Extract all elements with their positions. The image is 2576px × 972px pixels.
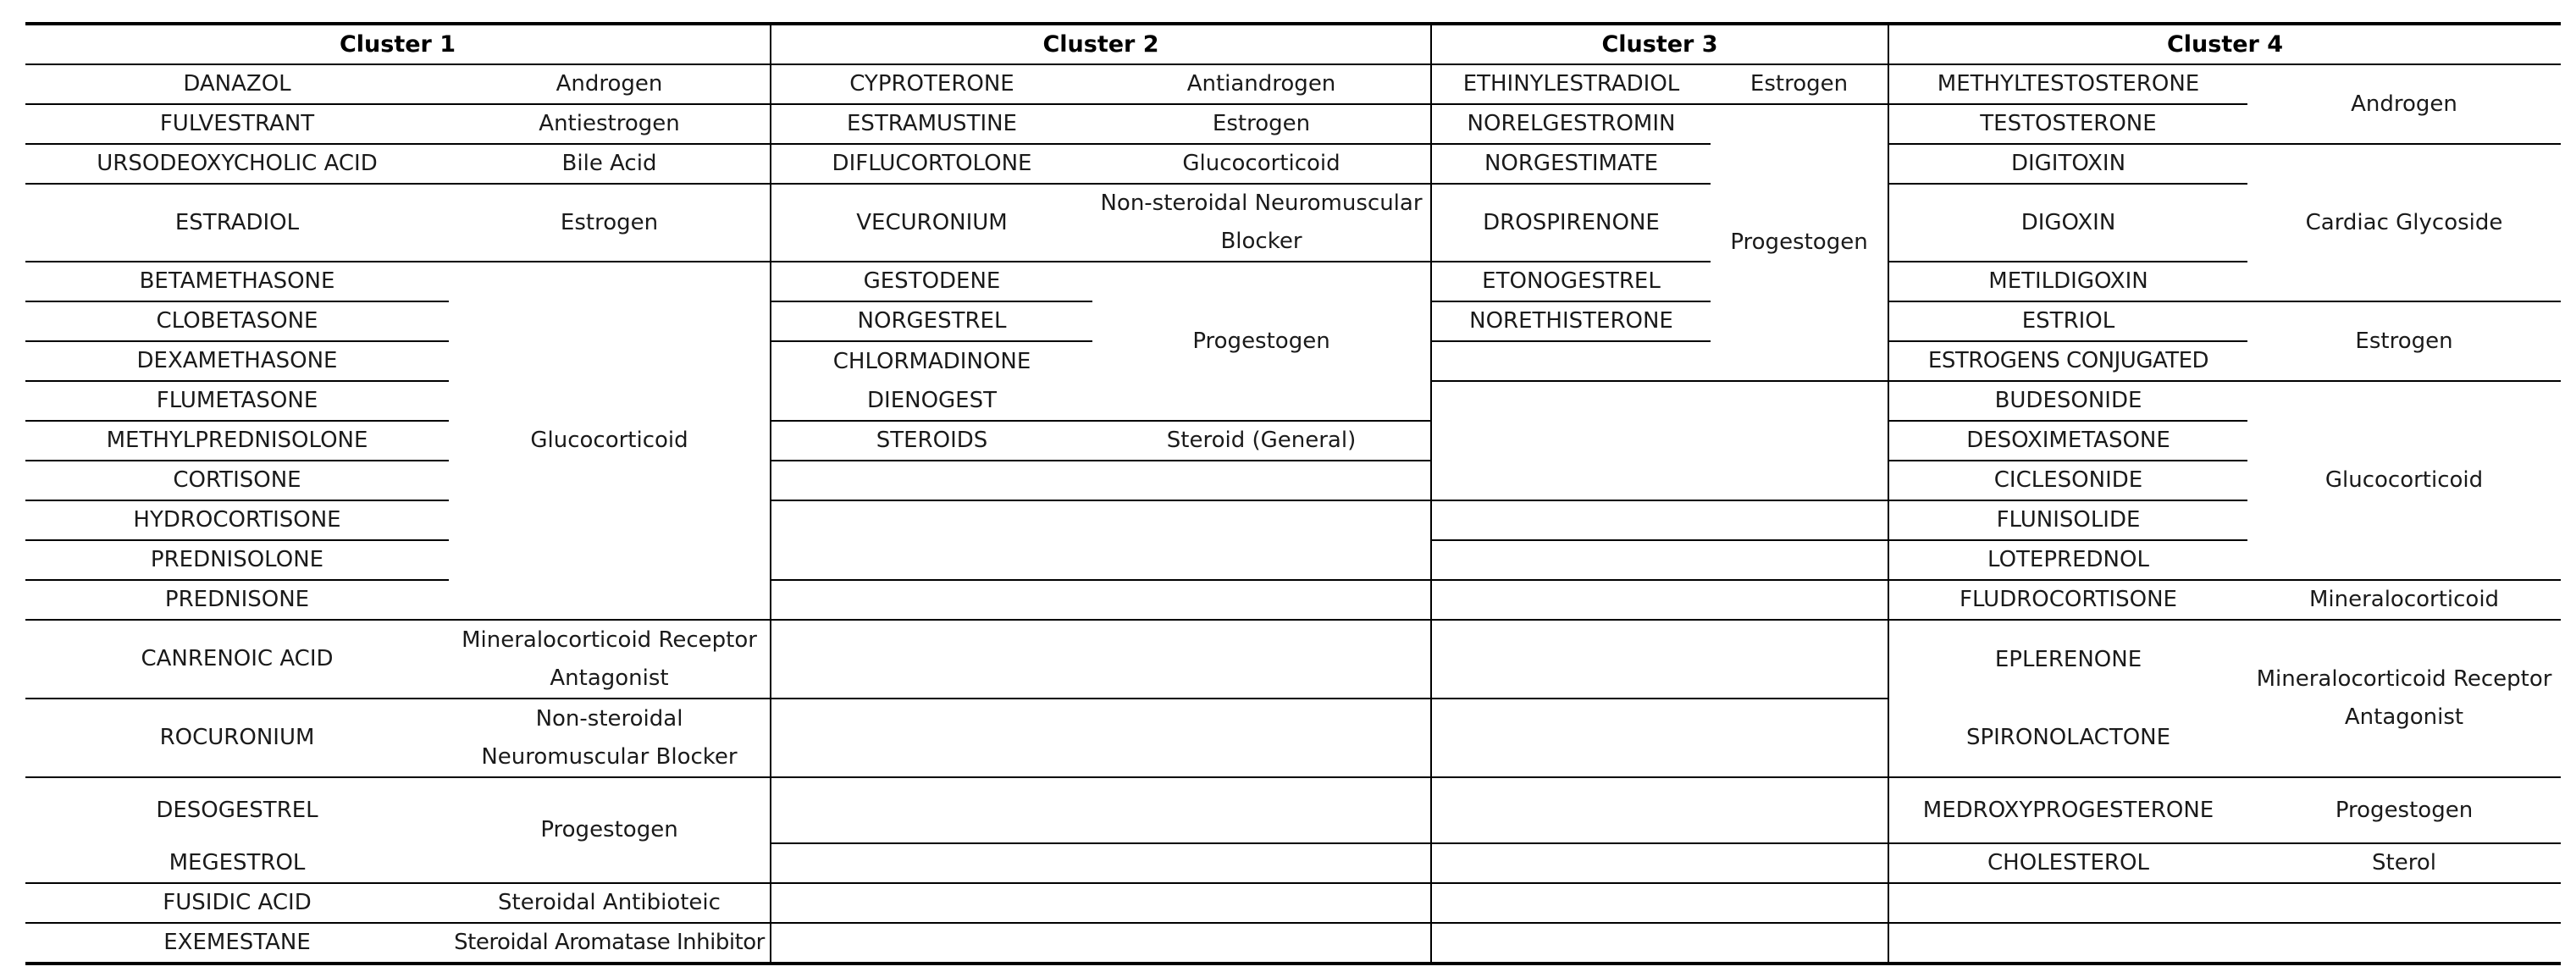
table-row bbox=[25, 843, 2561, 883]
table-row bbox=[25, 262, 2561, 301]
drug-cell: EPLERENONE bbox=[1994, 646, 2142, 672]
empty-cell bbox=[1431, 500, 1888, 540]
class-line: Blocker bbox=[1220, 229, 1302, 254]
empty-cell bbox=[1431, 883, 1888, 923]
drug-cell: EXEMESTANE bbox=[25, 923, 449, 964]
class-cell: Sterol bbox=[2247, 843, 2561, 883]
drug-cell: NORGESTREL bbox=[771, 301, 1092, 341]
class-line: Non-steroidal bbox=[535, 705, 683, 732]
empty-cell bbox=[1431, 923, 1888, 964]
drug-cell: URSODEOXYCHOLIC ACID bbox=[25, 144, 449, 184]
drug-cell: HYDROCORTISONE bbox=[25, 500, 449, 540]
drug-cell: BETAMETHASONE bbox=[25, 262, 449, 301]
class-cell: Glucocorticoid bbox=[2247, 381, 2561, 580]
table-row bbox=[25, 144, 2561, 184]
drug-cell: METHYLTESTOSTERONE bbox=[1888, 64, 2247, 104]
drug-cell: PREDNISOLONE bbox=[25, 540, 449, 580]
drug-cell: CICLESONIDE bbox=[1888, 461, 2247, 500]
drug-cell: ESTRADIOL bbox=[25, 184, 449, 262]
class-cell: Estrogen bbox=[1711, 64, 1888, 104]
class-line: Mineralocorticoid Receptor bbox=[462, 627, 757, 653]
class-cell: Antiestrogen bbox=[449, 104, 771, 144]
drug-cell: DEXAMETHASONE bbox=[25, 341, 449, 381]
class-cell: Antiandrogen bbox=[1092, 64, 1431, 104]
empty-cell bbox=[1888, 883, 2561, 923]
table-row bbox=[25, 461, 2561, 500]
drug-cell: METHYLPREDNISOLONE bbox=[25, 421, 449, 461]
cluster-classification-table bbox=[25, 22, 2561, 965]
class-line: Mineralocorticoid Receptor bbox=[2256, 666, 2552, 692]
drug-cell: DESOGESTREL bbox=[156, 798, 318, 823]
class-cell: Progestogen bbox=[1711, 104, 1888, 381]
drug-cell: CLOBETASONE bbox=[25, 301, 449, 341]
class-cell: Progestogen bbox=[1092, 262, 1431, 421]
class-cell: Cardiac Glycoside bbox=[2247, 144, 2561, 301]
class-line: Antagonist bbox=[550, 665, 669, 691]
empty-cell bbox=[1431, 843, 1888, 883]
drug-cell: FUSIDIC ACID bbox=[25, 883, 449, 923]
class-cell: Bile Acid bbox=[449, 144, 771, 184]
drug-cell: DANAZOL bbox=[25, 64, 449, 104]
empty-cell bbox=[1431, 381, 1888, 421]
drug-cell: DESOXIMETASONE bbox=[1888, 421, 2247, 461]
cluster-4-header: Cluster 4 bbox=[1888, 24, 2561, 64]
empty-cell bbox=[1431, 341, 1711, 381]
empty-cell bbox=[1888, 923, 2561, 964]
class-line: Non-steroidal Neuromuscular bbox=[1100, 191, 1423, 216]
drug-cell: FLUMETASONE bbox=[25, 381, 449, 421]
cluster-3-header: Cluster 3 bbox=[1431, 24, 1888, 64]
drug-cell: STEROIDS bbox=[771, 421, 1092, 461]
drug-cell: FLUNISOLIDE bbox=[1888, 500, 2247, 540]
table-row bbox=[25, 777, 2561, 843]
empty-cell bbox=[771, 620, 1431, 699]
drug-cell: METILDIGOXIN bbox=[1888, 262, 2247, 301]
drug-cell: NORETHISTERONE bbox=[1469, 308, 1673, 334]
cluster-1-header: Cluster 1 bbox=[25, 24, 771, 64]
empty-cell bbox=[771, 461, 1431, 500]
empty-cell bbox=[771, 777, 1431, 843]
class-cell: Estrogen bbox=[449, 184, 771, 262]
class-cell: Steroidal Aromatase Inhibitor bbox=[449, 923, 771, 964]
class-line: Antagonist bbox=[2344, 704, 2464, 730]
table-row bbox=[25, 620, 2561, 699]
drug-cell: ETONOGESTREL bbox=[1431, 262, 1711, 301]
class-cell: Steroid (General) bbox=[1092, 421, 1431, 461]
drug-cell: DIFLUCORTOLONE bbox=[771, 144, 1092, 184]
drug-cell: FULVESTRANT bbox=[25, 104, 449, 144]
drug-cell: ROCURONIUM bbox=[25, 699, 449, 777]
empty-cell bbox=[771, 699, 1431, 777]
drug-cell: PREDNISONE bbox=[25, 580, 449, 620]
drug-cell: CHOLESTEROL bbox=[1888, 843, 2247, 883]
empty-cell bbox=[1431, 461, 1888, 500]
drug-cell: CYPROTERONE bbox=[771, 64, 1092, 104]
drug-cell: ESTRAMUSTINE bbox=[771, 104, 1092, 144]
drug-cell: BUDESONIDE bbox=[1888, 381, 2247, 421]
empty-cell bbox=[1431, 777, 1888, 843]
class-cell bbox=[449, 620, 771, 699]
class-cell bbox=[1092, 184, 1431, 262]
drug-cell: MEDROXYPROGESTERONE bbox=[1888, 777, 2247, 843]
table-row bbox=[25, 421, 2561, 461]
class-cell: Steroidal Antibioteic bbox=[449, 883, 771, 923]
class-cell: Mineralocorticoid bbox=[2247, 580, 2561, 620]
drug-cell: CANRENOIC ACID bbox=[25, 620, 449, 699]
drug-cell: ESTROGENS CONJUGATED bbox=[1888, 341, 2247, 381]
class-cell: Androgen bbox=[2247, 64, 2561, 144]
class-cell: Androgen bbox=[449, 64, 771, 104]
table-row bbox=[25, 500, 2561, 540]
drug-cell: MEGESTROL bbox=[25, 843, 449, 883]
drug-cell: DIGOXIN bbox=[1888, 184, 2247, 262]
drug-cell: ESTRIOL bbox=[1888, 301, 2247, 341]
empty-cell bbox=[1431, 580, 1888, 620]
header-row bbox=[25, 24, 2561, 64]
class-cell: Estrogen bbox=[1092, 104, 1431, 144]
empty-cell bbox=[771, 843, 1431, 883]
table-row bbox=[25, 923, 2561, 964]
class-cell bbox=[449, 699, 771, 777]
drug-cell: CHLORMADINONE bbox=[832, 348, 1031, 374]
class-cell: Glucocorticoid bbox=[449, 262, 771, 620]
empty-cell bbox=[1431, 421, 1888, 461]
empty-cell bbox=[771, 883, 1431, 923]
table-row bbox=[25, 580, 2561, 620]
cluster-2-header: Cluster 2 bbox=[771, 24, 1431, 64]
drug-cell: NORELGESTROMIN bbox=[1431, 104, 1711, 144]
class-cell: Glucocorticoid bbox=[1092, 144, 1431, 184]
class-line: Neuromuscular Blocker bbox=[481, 743, 738, 770]
drug-cell: DIGITOXIN bbox=[1888, 144, 2247, 184]
drug-cell: GESTODENE bbox=[771, 262, 1092, 301]
drug-cell: DROSPIRENONE bbox=[1431, 184, 1711, 262]
class-cell: Progestogen bbox=[2247, 777, 2561, 843]
drug-cell: NORGESTIMATE bbox=[1431, 144, 1711, 184]
drug-cell: VECURONIUM bbox=[771, 184, 1092, 262]
class-cell bbox=[2247, 620, 2561, 777]
class-cell: Progestogen bbox=[449, 777, 771, 883]
empty-cell bbox=[771, 923, 1431, 964]
drug-cell: LOTEPREDNOL bbox=[1888, 540, 2247, 580]
empty-cell bbox=[1431, 699, 1888, 777]
drug-cell: CORTISONE bbox=[25, 461, 449, 500]
empty-cell bbox=[771, 580, 1431, 620]
drug-cell: TESTOSTERONE bbox=[1888, 104, 2247, 144]
table-row bbox=[25, 699, 2561, 777]
drug-cell: FLUDROCORTISONE bbox=[1888, 580, 2247, 620]
drug-cell: SPIRONOLACTONE bbox=[1888, 699, 2247, 777]
table-row bbox=[25, 883, 2561, 923]
empty-cell bbox=[771, 500, 1431, 580]
table-row bbox=[25, 104, 2561, 144]
empty-cell bbox=[1431, 620, 1888, 699]
drug-cell: ETHINYLESTRADIOL bbox=[1431, 64, 1711, 104]
class-cell: Estrogen bbox=[2247, 301, 2561, 381]
empty-cell bbox=[1431, 540, 1888, 580]
table-row bbox=[25, 184, 2561, 262]
drug-cell: DIENOGEST bbox=[771, 381, 1092, 421]
table-row bbox=[25, 64, 2561, 104]
